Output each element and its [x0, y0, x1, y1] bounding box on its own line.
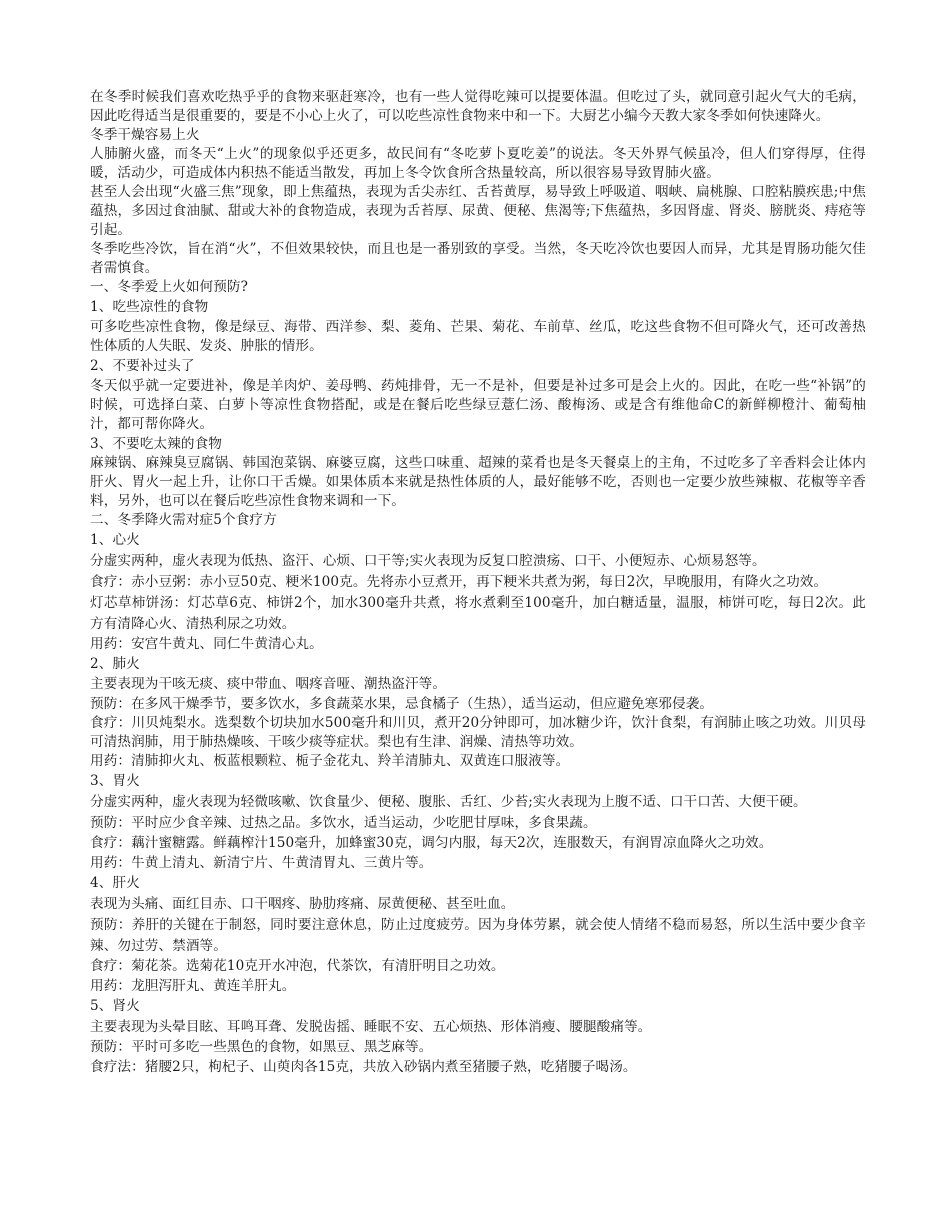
paragraph-18: 用药：安宫牛黄丸、同仁牛黄清心丸。 [90, 636, 323, 653]
paragraph-14: 1、心火 [90, 532, 140, 549]
paragraph-12: 麻辣锅、麻辣臭豆腐锅、韩国泡菜锅、麻婆豆腐，这些口味重、超辣的菜肴也是冬天餐桌上的主角，不过吃多了辛香料会让体内肝火、胃火一起上升，让你口干舌燥。如果体质本来就是热性体质的人，最好能够不吃，否则也一定要少放些辣椒、花椒等辛香料，另外，也可以在餐后吃些凉性食物来调和一下。 [90, 455, 866, 510]
paragraph-35: 主要表现为头晕目眩、耳鸣耳聋、发脱齿摇、睡眠不安、五心烦热、形体消瘦、腰腿酸痛等。 [90, 1018, 652, 1035]
paragraph-27: 食疗：藕汁蜜糖露。鲜藕榨汁150毫升，加蜂蜜30克，调匀内服，每天2次，连服数天，有润胃凉血降火之功效。 [90, 835, 773, 852]
paragraph-5: 冬季吃些冷饮，旨在消“火”，不但效果较快，而且也是一番别致的享受。当然，冬天吃冷饮也要因人而异，尤其是胃肠功能欠佳者需慎食。 [90, 241, 866, 276]
paragraph-28: 用药：牛黄上清丸、新清宁片、牛黄清胃丸、三黄片等。 [90, 855, 433, 872]
paragraph-29: 4、肝火 [90, 875, 140, 892]
paragraph-21: 预防：在多风干燥季节，要多饮水，多食蔬菜水果，忌食橘子（生热），适当运动，但应避免寒邪侵袭。 [90, 695, 714, 712]
paragraph-32: 食疗：菊花茶。选菊花10克开水冲泡，代茶饮，有清肝明目之功效。 [90, 958, 505, 975]
article-body [90, 88, 866, 1078]
paragraph-7: 1、吃些凉性的食物 [90, 299, 209, 315]
paragraph-17: 灯芯草柿饼汤：灯芯草6克、柿饼2个，加水300毫升共煮，将水煮剩至100毫升，加白糖适量，温服，柿饼可吃，每日2次。此方有清降心火、清热利尿之功效。 [90, 594, 866, 632]
paragraph-15: 分虚实两种，虚火表现为低热、盗汗、心烦、口干等;实火表现为反复口腔溃疡、口干、小便短赤、心烦易怒等。 [90, 553, 766, 570]
paragraph-3: 人肺腑火盛，而冬天“上火”的现象似乎还更多，故民间有“冬吃萝卜夏吃姜”的说法。冬天外界气候虽冷，但人们穿得厚，住得暖，活动少，可造成体内积热不能适当散发，再加上冬令饮食所含热量较高，所以很容易导致胃肺火盛。 [90, 146, 866, 181]
paragraph-19: 2、肺火 [90, 656, 140, 673]
paragraph-34: 5、肾火 [90, 998, 140, 1015]
paragraph-6: 一、冬季爱上火如何预防? [90, 279, 249, 295]
paragraph-24: 3、胃火 [90, 772, 140, 789]
paragraph-16: 食疗：赤小豆粥：赤小豆50克、粳米100克。先将赤小豆煮开，再下粳米共煮为粥，每日2次，早晚服用，有降火之功效。 [90, 573, 828, 590]
paragraph-13: 二、冬季降火需对症5个食疗方 [90, 512, 277, 529]
paragraph-25: 分虚实两种，虚火表现为轻微咳嗽、饮食量少、便秘、腹胀、舌红、少苔;实火表现为上腹不适、口干口苦、大便干硬。 [90, 793, 807, 810]
paragraph-1: 在冬季时候我们喜欢吃热乎乎的食物来驱赶寒冷，也有一些人觉得吃辣可以提要体温。但吃过了头，就同意引起火气大的毛病，因此吃得适当是很重要的，要是不小心上火了，可以吃些凉性食物来中和一下。大厨艺小编今天教大家冬季如何快速降火。 [90, 89, 866, 124]
paragraph-11: 3、不要吃太辣的食物 [90, 435, 222, 452]
paragraph-10: 冬天似乎就一定要进补，像是羊肉炉、姜母鸭、药炖排骨，无一不是补，但要是补过多可是会上火的。因此，在吃一些“补锅”的时候，可选择白菜、白萝卜等凉性食物搭配，或是在餐后吃些绿豆薏仁汤、酸梅汤、或是含有维他命C的新鲜柳橙汁、葡萄柚汁，都可帮你降火。 [90, 377, 866, 432]
paragraph-30: 表现为头痛、面红目赤、口干咽疼、胁肋疼痛、尿黄便秘、甚至吐血。 [90, 895, 515, 912]
paragraph-36: 预防：平时可多吃一些黑色的食物，如黑豆、黑芝麻等。 [90, 1038, 433, 1055]
paragraph-22: 食疗：川贝炖梨水。选梨数个切块加水500毫升和川贝，煮开20分钟即可，加冰糖少许，饮汁食梨，有润肺止咳之功效。川贝母可清热润肺，用于肺热燥咳、干咳少痰等症状。梨也有生津、润燥、清热等功效。 [90, 714, 866, 750]
paragraph-20: 主要表现为干咳无痰、痰中带血、咽疼音哑、潮热盗汗等。 [90, 676, 447, 693]
paragraph-26: 预防：平时应少食辛辣、过热之品。多饮水，适当运动，少吃肥甘厚味，多食果蔬。 [90, 814, 597, 831]
paragraph-31: 预防：养肝的关键在于制怒，同时要注意休息，防止过度疲劳。因为身体劳累，就会使人情绪不稳而易怒，所以生活中要少食辛辣、勿过劳、禁酒等。 [90, 916, 866, 954]
paragraph-8: 可多吃些凉性食物，像是绿豆、海带、西洋参、梨、菱角、芒果、菊花、车前草、丝瓜，吃这些食物不但可降火气，还可改善热性体质的人失眠、发炎、肿胀的情形。 [90, 318, 866, 354]
paragraph-23: 用药：清肺抑火丸、板蓝根颗粒、栀子金花丸、羚羊清肺丸、双黄连口服液等。 [90, 752, 570, 769]
paragraph-2: 冬季干燥容易上火 [90, 127, 200, 143]
paragraph-37: 食疗法：猪腰2只，枸杞子、山萸肉各15克，共放入砂锅内煮至猪腰子熟，吃猪腰子喝汤。 [90, 1058, 637, 1075]
paragraph-33: 用药：龙胆泻肝丸、黄连羊肝丸。 [90, 978, 296, 995]
paragraph-9: 2、不要补过头了 [90, 357, 195, 374]
paragraph-4: 甚至人会出现“火盛三焦”现象，即上焦蕴热，表现为舌尖赤红、舌苔黄厚，易导致上呼吸道、咽峡、扁桃腺、口腔粘膜疾患;中焦蕴热，多因过食油腻、甜或大补的食物造成，表现为舌苔厚、尿黄、便秘、焦渴等;下焦蕴热，多因肾虚、肾炎、膀胱炎、痔疮等引起。 [90, 184, 866, 238]
